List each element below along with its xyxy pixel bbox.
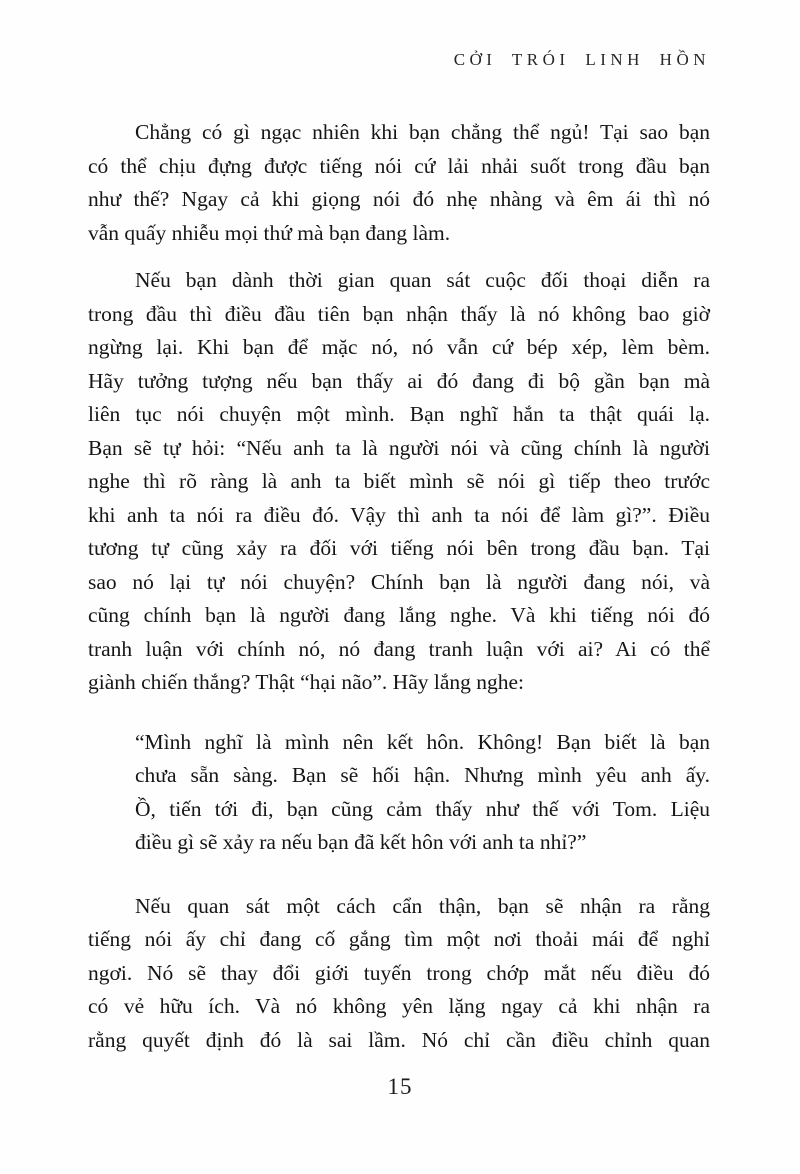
text-line: điều gì sẽ xảy ra nếu bạn đã kết hôn với anh ta nhỉ?”	[135, 830, 587, 854]
text-line: Nếu bạn dành thời gian quan sát cuộc đối thoại diễn ra	[135, 268, 710, 292]
text-line: Hãy tưởng tượng nếu bạn thấy ai đó đang đi bộ gần bạn mà	[88, 368, 710, 393]
paragraph	[88, 890, 710, 1058]
text-line: Nếu quan sát một cách cẩn thận, bạn sẽ nhận ra rằng	[135, 893, 710, 918]
text-line: liên tục nói chuyện một mình. Bạn nghĩ hắn ta thật quái lạ.	[88, 402, 710, 426]
quote-paragraph	[135, 726, 710, 860]
text-line: ngơi. Nó sẽ thay đổi giới tuyến trong chớp mắt nếu điều đó	[88, 960, 710, 985]
page-number: 15	[387, 1074, 413, 1099]
text-line: sao nó lại tự nói chuyện? Chính bạn là người đang nói, và	[88, 569, 710, 594]
text-line: Chẳng có gì ngạc nhiên khi bạn chẳng thể ngủ! Tại sao bạn	[135, 120, 710, 144]
text-line: chưa sẵn sàng. Bạn sẽ hối hận. Nhưng mình yêu anh ấy.	[135, 763, 710, 787]
text-block	[88, 116, 710, 1057]
text-line: Bạn sẽ tự hỏi: “Nếu anh ta là người nói và cũng chính là người	[88, 435, 710, 460]
text-line: trong đầu thì điều đầu tiên bạn nhận thấy là nó không bao giờ	[88, 301, 710, 326]
text-line: tiếng nói ấy chỉ đang cố gắng tìm một nơi thoải mái để nghỉ	[88, 927, 710, 951]
paragraph	[88, 116, 710, 250]
text-line: ngừng lại. Khi bạn để mặc nó, nó vẫn cứ bép xép, lèm bèm.	[88, 335, 710, 359]
text-line: vẫn quấy nhiễu mọi thứ mà bạn đang làm.	[88, 220, 451, 245]
text-line: có vẻ hữu ích. Và nó không yên lặng ngay cả khi nhận ra	[88, 994, 710, 1018]
text-line: như thế? Ngay cả khi giọng nói đó nhẹ nhàng và êm ái thì nó	[88, 187, 710, 211]
text-line: giành chiến thắng? Thật “hại não”. Hãy lắng nghe:	[88, 670, 525, 694]
text-line: rằng quyết định đó là sai lầm. Nó chỉ cần điều chỉnh quan	[88, 1027, 710, 1052]
text-line: Ồ, tiến tới đi, bạn cũng cảm thấy như thế với Tom. Liệu	[135, 796, 710, 821]
paragraph	[88, 264, 710, 700]
text-line: “Mình nghĩ là mình nên kết hôn. Không! Bạn biết là bạn	[135, 729, 710, 754]
text-line: cũng chính bạn là người đang lắng nghe. Và khi tiếng nói đó	[88, 603, 710, 627]
text-line: khi anh ta nói ra điều đó. Vậy thì anh ta nói để làm gì?”. Điều	[88, 502, 710, 527]
text-line: tranh luận với chính nó, nó đang tranh luận với ai? Ai có thể	[88, 636, 710, 661]
text-line: có thể chịu đựng được tiếng nói cứ lải nhải suốt trong đầu bạn	[88, 153, 710, 178]
text-line: tương tự cũng xảy ra đối với tiếng nói bên trong đầu bạn. Tại	[88, 536, 710, 560]
text-line: nghe thì rõ ràng là anh ta biết mình sẽ nói gì tiếp theo trước	[88, 469, 710, 493]
running-header: CỞI TRÓI LINH HỒN	[453, 50, 710, 69]
